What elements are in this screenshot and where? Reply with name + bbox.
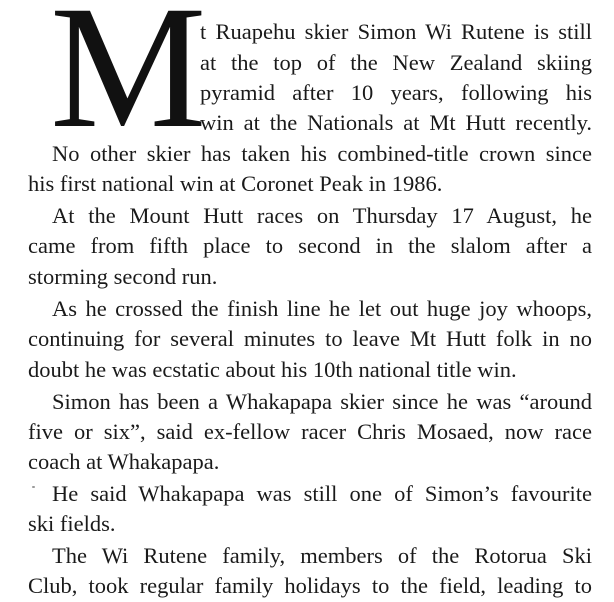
article-line: As he crossed the finish line he let out huge joy whoops, — [52, 296, 592, 321]
article-line: ski fields. — [28, 511, 116, 536]
article-line: The Wi Rutene family, members of the Rotorua Ski — [52, 543, 592, 568]
article-line: At the Mount Hutt races on Thursday 17 August, he — [52, 203, 592, 228]
article-line: pyramid after 10 years, following his — [200, 80, 592, 105]
article-line: five or six”, said ex-fellow racer Chris Mosaed, now race — [28, 419, 592, 444]
article-line: No other skier has taken his combined-title crown since — [52, 141, 592, 166]
article-line: his first national win at Coronet Peak in 1986. — [28, 171, 443, 196]
drop-cap-letter: M — [50, 0, 207, 165]
article-line: coach at Whakapapa. — [28, 449, 220, 474]
article-line: t Ruapehu skier Simon Wi Rutene is still — [200, 19, 592, 44]
article-line: continuing for several minutes to leave Mt Hutt folk in no — [28, 326, 592, 351]
article-line: win at the Nationals at Mt Hutt recently. — [200, 110, 592, 135]
article-line: Club, took regular family holidays to the field, leading to — [28, 573, 592, 598]
article-line: at the top of the New Zealand skiing — [200, 50, 592, 75]
article-line: doubt he was ecstatic about his 10th national title win. — [28, 357, 517, 382]
article-line: storming second run. — [28, 264, 218, 289]
article-line: Simon has been a Whakapapa skier since he was “around — [52, 389, 592, 414]
print-speck — [32, 486, 35, 488]
article-line: He said Whakapapa was still one of Simon’s favourite — [52, 481, 592, 506]
article-line: came from fifth place to second in the slalom after a — [28, 233, 592, 258]
